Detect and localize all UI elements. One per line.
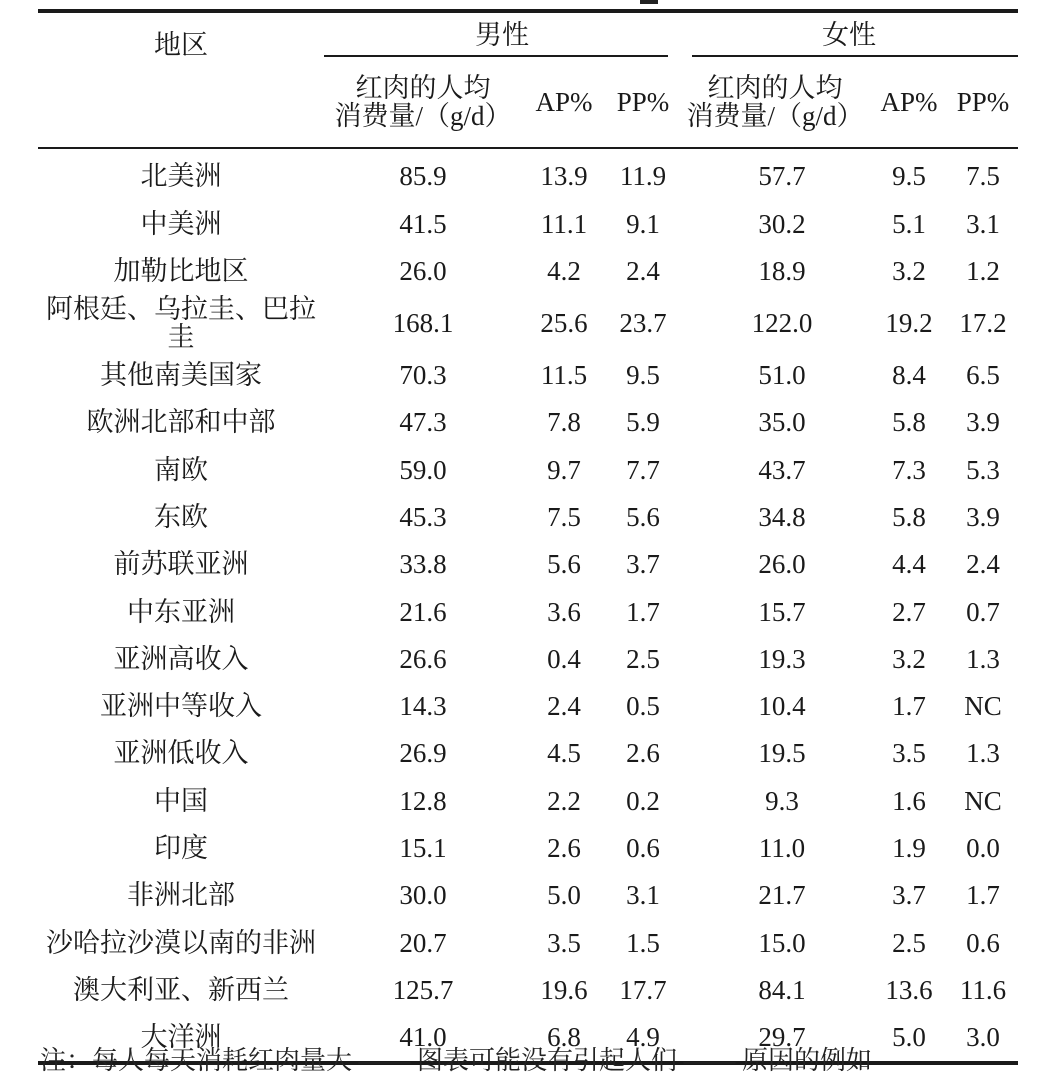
female-pp-cell: 3.0: [966, 1022, 1000, 1053]
male-consumption-cell: 125.7: [392, 974, 454, 1005]
female-header-label: 女性: [822, 19, 876, 50]
female-pp-cell: 0.7: [966, 596, 1000, 627]
male-consumption-cell: 41.0: [399, 1022, 447, 1053]
male-ap-cell: 0.4: [547, 643, 581, 674]
female-consumption-cell: 18.9: [758, 256, 806, 287]
female-consumption-cell: 34.8: [758, 501, 806, 532]
male-pp-cell: 9.5: [626, 360, 660, 391]
female-consumption-cell: 43.7: [758, 454, 806, 485]
male-pp-cell: 17.7: [619, 974, 667, 1005]
footer-note-fragment: [40, 1046, 1020, 1075]
male-consumption-cell: 26.6: [399, 643, 447, 674]
male-ap-cell: 3.5: [547, 927, 581, 958]
female-consumption-header: [680, 57, 870, 148]
male-consumption-cell: 33.8: [399, 549, 447, 580]
female-consumption-cell: 122.0: [751, 308, 813, 339]
female-consumption-cell: 19.5: [758, 738, 806, 769]
male-ap-cell: 2.4: [547, 691, 581, 722]
female-pp-cell: NC: [964, 785, 1002, 816]
region-name: 亚洲中等收入: [100, 691, 262, 722]
table-row: [38, 966, 1018, 1013]
male-consumption-cell: 47.3: [399, 407, 447, 438]
region-name: 非洲北部: [127, 880, 235, 911]
male-group-header: [324, 11, 680, 57]
male-consumption-header-line2: 消费量/（g/d）: [334, 101, 512, 131]
male-ap-cell: 7.8: [547, 407, 581, 438]
region-name: 沙哈拉沙漠以南的非洲: [46, 927, 316, 958]
female-pp-cell: 3.9: [966, 501, 1000, 532]
female-consumption-header-line2: 消费量/（g/d）: [686, 101, 864, 131]
female-ap-cell: 1.7: [892, 691, 926, 722]
male-ap-header: AP%: [522, 57, 606, 148]
male-consumption-header: [324, 57, 522, 148]
male-consumption-cell: 70.3: [399, 360, 447, 391]
female-consumption-cell: 15.0: [758, 927, 806, 958]
region-name: 印度: [154, 833, 208, 864]
top-edge-mark: [640, 0, 658, 4]
region-name: 中国: [154, 785, 208, 816]
female-ap-cell: 3.2: [892, 256, 926, 287]
male-pp-cell: 0.2: [626, 785, 660, 816]
male-ap-cell: 19.6: [540, 974, 588, 1005]
male-consumption-cell: 12.8: [399, 785, 447, 816]
male-consumption-cell: 26.0: [399, 256, 447, 287]
female-pp-cell: 0.0: [966, 833, 1000, 864]
male-pp-cell: 9.1: [626, 208, 660, 239]
region-name: 澳大利亚、新西兰: [73, 974, 289, 1005]
table-row: [38, 493, 1018, 540]
male-pp-cell: 7.7: [626, 454, 660, 485]
male-pp-cell: 11.9: [619, 161, 667, 192]
male-ap-cell: 4.5: [547, 738, 581, 769]
table-row: [38, 825, 1018, 872]
female-pp-cell: 1.2: [966, 256, 1000, 287]
table-row: [38, 541, 1018, 588]
female-consumption-cell: 9.3: [765, 785, 799, 816]
female-consumption-cell: 26.0: [758, 549, 806, 580]
male-ap-cell: 9.7: [547, 454, 581, 485]
female-ap-cell: 7.3: [892, 454, 926, 485]
table-row: [38, 635, 1018, 682]
region-name: 东欧: [154, 501, 208, 532]
female-ap-cell: 1.6: [892, 785, 926, 816]
male-ap-cell: 7.5: [547, 501, 581, 532]
table-row: [38, 872, 1018, 919]
female-ap-cell: 2.7: [892, 596, 926, 627]
female-ap-cell: 4.4: [892, 549, 926, 580]
male-pp-cell: 3.1: [626, 880, 660, 911]
table-row: [38, 295, 1018, 352]
table-row: [38, 919, 1018, 966]
female-ap-cell: 3.5: [892, 738, 926, 769]
male-ap-cell: 25.6: [540, 308, 588, 339]
male-ap-cell: 2.6: [547, 833, 581, 864]
female-ap-cell: 9.5: [892, 161, 926, 192]
female-consumption-cell: 19.3: [758, 643, 806, 674]
male-ap-cell: 11.5: [540, 360, 588, 391]
female-pp-cell: 3.1: [966, 208, 1000, 239]
male-pp-cell: 0.5: [626, 691, 660, 722]
male-ap-cell: 5.6: [547, 549, 581, 580]
region-name: 南欧: [154, 454, 208, 485]
female-consumption-cell: 30.2: [758, 208, 806, 239]
male-group-rule: [324, 55, 668, 57]
male-pp-cell: 3.7: [626, 549, 660, 580]
male-pp-header: PP%: [606, 57, 680, 148]
table-row: [38, 730, 1018, 777]
female-consumption-cell: 11.0: [758, 833, 806, 864]
female-pp-cell: 6.5: [966, 360, 1000, 391]
female-consumption-cell: 35.0: [758, 407, 806, 438]
female-ap-header: AP%: [870, 57, 948, 148]
female-ap-cell: 19.2: [885, 308, 933, 339]
region-name: 阿根廷、乌拉圭、巴拉圭: [46, 293, 316, 353]
male-pp-cell: 23.7: [619, 308, 667, 339]
female-consumption-cell: 51.0: [758, 360, 806, 391]
male-pp-cell: 2.5: [626, 643, 660, 674]
male-ap-cell: 13.9: [540, 161, 588, 192]
female-consumption-cell: 15.7: [758, 596, 806, 627]
header-row-groups: [38, 11, 1018, 57]
female-pp-header: PP%: [948, 57, 1018, 148]
region-name: 中东亚洲: [127, 596, 235, 627]
male-ap-cell: 11.1: [540, 208, 588, 239]
male-ap-cell: 5.0: [547, 880, 581, 911]
female-pp-cell: 17.2: [959, 308, 1007, 339]
female-pp-cell: 1.7: [966, 880, 1000, 911]
male-header-label: 男性: [475, 19, 529, 50]
region-name: 北美洲: [140, 161, 222, 192]
male-consumption-cell: 15.1: [399, 833, 447, 864]
male-consumption-cell: 85.9: [399, 161, 447, 192]
female-ap-cell: 2.5: [892, 927, 926, 958]
female-ap-cell: 5.0: [892, 1022, 926, 1053]
female-pp-cell: 1.3: [966, 643, 1000, 674]
table-row: [38, 200, 1018, 247]
male-consumption-cell: 45.3: [399, 501, 447, 532]
male-consumption-cell: 14.3: [399, 691, 447, 722]
female-ap-cell: 5.8: [892, 501, 926, 532]
male-pp-cell: 5.9: [626, 407, 660, 438]
male-ap-cell: 4.2: [547, 256, 581, 287]
red-meat-table: [38, 9, 1018, 1065]
female-consumption-cell: 21.7: [758, 880, 806, 911]
table-row: [38, 248, 1018, 295]
footer-note-text: 注：每人每天消耗红肉量大 —— 图表可能没有引起人们 —— 原因的例如: [40, 1046, 873, 1075]
region-name: 前苏联亚洲: [113, 549, 249, 580]
female-pp-cell: NC: [964, 691, 1002, 722]
male-pp-cell: 4.9: [626, 1022, 660, 1053]
region-name: 加勒比地区: [113, 256, 249, 287]
female-pp-cell: 7.5: [966, 161, 1000, 192]
male-consumption-cell: 59.0: [399, 454, 447, 485]
male-pp-cell: 2.6: [626, 738, 660, 769]
female-ap-cell: 5.1: [892, 208, 926, 239]
female-consumption-cell: 57.7: [758, 161, 806, 192]
male-pp-cell: 5.6: [626, 501, 660, 532]
table-body: [38, 148, 1018, 1063]
table-row: [38, 446, 1018, 493]
male-ap-cell: 2.2: [547, 785, 581, 816]
male-consumption-cell: 30.0: [399, 880, 447, 911]
region-name: 亚洲低收入: [113, 738, 249, 769]
female-ap-cell: 8.4: [892, 360, 926, 391]
male-pp-cell: 1.7: [626, 596, 660, 627]
table-header: [38, 11, 1018, 148]
female-consumption-cell: 10.4: [758, 691, 806, 722]
female-pp-cell: 5.3: [966, 454, 1000, 485]
female-pp-cell: 11.6: [959, 974, 1007, 1005]
region-name: 欧洲北部和中部: [86, 407, 276, 438]
region-name: 大洋洲: [140, 1022, 222, 1053]
region-name: 其他南美国家: [100, 360, 262, 391]
region-name: 亚洲高收入: [113, 643, 249, 674]
male-pp-cell: 0.6: [626, 833, 660, 864]
female-group-rule: [692, 55, 1018, 57]
male-consumption-cell: 41.5: [399, 208, 447, 239]
female-consumption-cell: 29.7: [758, 1022, 806, 1053]
table-row: [38, 399, 1018, 446]
female-ap-cell: 1.9: [892, 833, 926, 864]
female-ap-cell: 13.6: [885, 974, 933, 1005]
male-ap-cell: 6.8: [547, 1022, 581, 1053]
female-consumption-header-line1: 红肉的人均: [707, 72, 843, 103]
female-pp-cell: 3.9: [966, 407, 1000, 438]
region-name: 中美洲: [140, 208, 222, 239]
region-header: 地区: [38, 11, 324, 148]
female-pp-cell: 2.4: [966, 549, 1000, 580]
table-row: [38, 683, 1018, 730]
male-consumption-cell: 20.7: [399, 927, 447, 958]
male-pp-cell: 2.4: [626, 256, 660, 287]
male-consumption-cell: 168.1: [392, 308, 454, 339]
female-ap-cell: 3.2: [892, 643, 926, 674]
table-row: [38, 588, 1018, 635]
male-consumption-cell: 21.6: [399, 596, 447, 627]
male-consumption-cell: 26.9: [399, 738, 447, 769]
male-ap-cell: 3.6: [547, 596, 581, 627]
female-pp-cell: 0.6: [966, 927, 1000, 958]
male-consumption-header-line1: 红肉的人均: [355, 72, 491, 103]
female-consumption-cell: 84.1: [758, 974, 806, 1005]
table-row: [38, 148, 1018, 200]
female-pp-cell: 1.3: [966, 738, 1000, 769]
male-pp-cell: 1.5: [626, 927, 660, 958]
female-group-header: [680, 11, 1018, 57]
table-row: [38, 352, 1018, 399]
female-ap-cell: 5.8: [892, 407, 926, 438]
table-row: [38, 777, 1018, 824]
female-ap-cell: 3.7: [892, 880, 926, 911]
